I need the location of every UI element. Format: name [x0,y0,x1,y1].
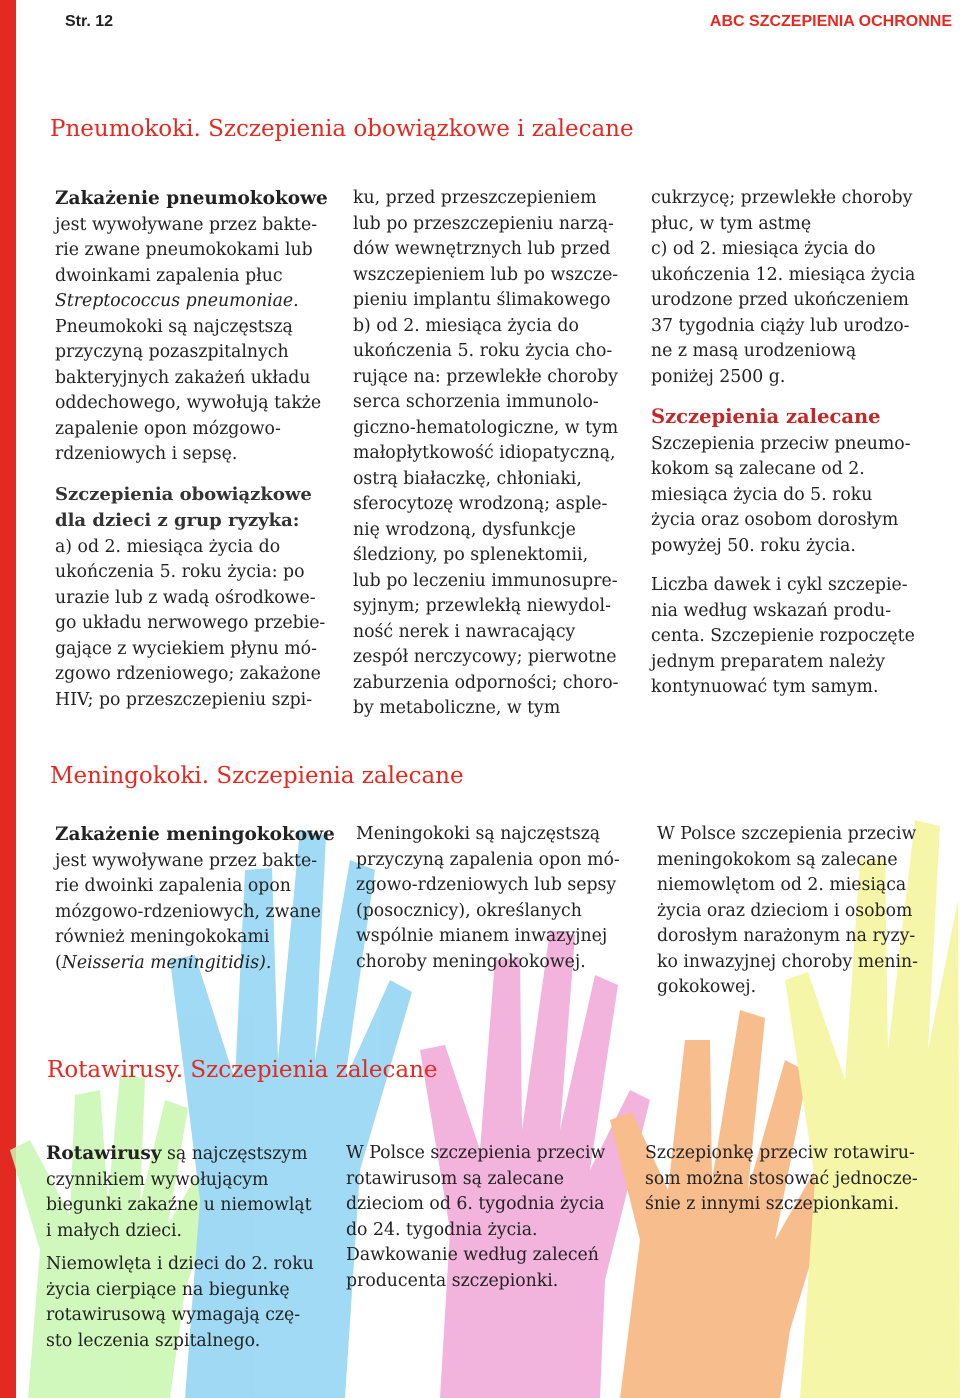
text-line: centa. Szczepienie rozpoczęte [651,626,915,646]
meningo-column-1 [55,822,350,976]
text-line: poniżej 2500 g. [651,366,786,387]
text-line: bakteryjnych zakażeń układu [55,367,311,388]
text-line: śnie z innymi szczepionkami. [645,1194,900,1214]
text-line: pieniu implantu ślimakowego [353,290,611,310]
text-line: giczno-hematologiczne, w tym [353,417,619,438]
text-line: rujące na: przewlekłe choroby [353,366,618,387]
text-line: by metaboliczne, w tym [353,698,561,718]
text-line: rotawirusom są zalecane [346,1168,564,1189]
text-line: som można stosować jednocze- [645,1168,918,1189]
text-line: meningokokom są zalecane [657,849,898,870]
text-line: małopłytkowość idiopatyczną, [353,443,616,463]
text-line: rie zwane pneumokokami lub [55,240,313,260]
text-line: HIV; po przeszczepieniu szpi- [55,689,313,710]
rota-lead-term: Rotawirusy [46,1143,162,1164]
rota-column-3 [645,1141,950,1218]
text-line: ukończenia 5. roku życia: po [55,562,305,582]
text-line: życia oraz osobom dorosłym [651,510,899,530]
text-line: Pneumokoki są najczęstszą [55,316,293,337]
text-line: Niemowlęta i dzieci do 2. roku [46,1254,314,1274]
text-line: gokokowej. [657,977,757,997]
text-line: Szczepienia przeciw pneumo- [651,433,911,454]
section-heading-pneumococci: Pneumokoki. Szczepienia obowiązkowe i zalecane [50,116,634,142]
text-line: wspólnie mianem inwazyjnej [356,926,608,946]
text-line: go układu nerwowego przebie- [55,613,326,633]
rota-column-1 [46,1141,341,1354]
text-line: Dawkowanie według zaleceń [346,1245,599,1265]
text-line: dorosłym narażonym na ryzy- [657,926,916,946]
text-line: ukończenia 5. roku życia cho- [353,341,613,361]
text-line: mózgowo-rdzeniowych, zwane [55,901,322,922]
text-line: dów wewnętrznych lub przed [353,239,611,259]
text-line: również meningokokami [55,927,270,947]
text-line: sto leczenia szpitalnego. [46,1330,261,1351]
text-line: zgowo rdzeniowego; zakażone [55,664,321,684]
text-line: czynnikiem wywołującym [46,1169,269,1190]
text-line: kontynuować tym samym. [651,677,879,697]
meningo-column-2 [356,822,651,975]
text-line-italic: Streptococcus pneumoniae. [55,291,299,311]
text-line: Liczba dawek i cykl szczepie- [651,575,908,595]
text-line: wszczepieniem lub po wszcze- [353,264,619,285]
pneumo-column-1 [55,186,345,713]
pneumo-lead-term: Zakażenie pneumokokowe [55,188,328,209]
text-line: oddechowego, wywołują także [55,393,322,413]
mandatory-subheading-2: dla dzieci z grup ryzyka: [55,510,300,531]
text-line: powyżej 50. roku życia. [651,535,856,556]
text-line: serca schorzenia immunolo- [353,392,599,412]
text-line: choroby meningokokowej. [356,951,586,972]
text-line: c) od 2. miesiąca życia do [651,239,876,259]
text-line: (posocznicy), określanych [356,900,582,921]
rota-column-2 [346,1141,641,1294]
text-line: cukrzycę; przewlekłe choroby [651,188,913,208]
section-heading-meningococci: Meningokoki. Szczepienia zalecane [50,763,464,789]
text-line: a) od 2. miesiąca życia do [55,536,281,557]
text-line: biegunki zakaźne u niemowląt [46,1195,312,1215]
text-line: 37 tygodnia ciąży lub urodzo- [651,315,910,336]
running-title: ABC SZCZEPIENIA OCHRONNE [709,13,952,30]
text-line: b) od 2. miesiąca życia do [353,315,579,336]
text-line: W Polsce szczepienia przeciw [346,1143,606,1163]
mandatory-subheading: Szczepienia obowiązkowe [55,483,312,505]
page-number: Str. 12 [65,13,114,30]
text-line: są najczęstszym [161,1144,308,1164]
text-line: życia oraz dzieciom i osobom [657,900,913,921]
meningo-lead-term: Zakażenie meningokokowe [55,824,335,845]
text-line: nia według wskazań produ- [651,600,892,621]
text-line: dwoinkami zapalenia płuc [55,265,283,286]
text-line: dzieciom od 6. tygodnia życia [346,1194,605,1214]
text-line: nię wrodzoną, dysfunkcje [353,519,576,540]
text-line: producenta szczepionki. [346,1270,559,1291]
text-line: zapalenie opon mózgowo- [55,418,281,439]
pneumo-column-2 [353,186,643,722]
text-line: Meningokoki są najczęstszą [356,824,601,844]
text-line: zgowo-rdzeniowych lub sepsy [356,875,617,895]
text-line: kokom są zalecane od 2. [651,459,865,479]
text-line: lub po leczeniu immunosupre- [353,570,618,591]
text-line: ne z masą urodzeniową [651,341,857,361]
text-line: przyczyną zapalenia opon mó- [356,849,620,870]
text-line: rie dwoinki zapalenia opon [55,876,291,896]
text-line: jest wywoływane przez bakte- [55,214,318,235]
text-line: śledziony, po splenektomii, [353,545,589,565]
text-line: ku, przed przeszczepieniem [353,188,597,208]
text-line: lub po przeszczepieniu narzą- [353,213,614,234]
text-line: rdzeniowych i sepsę. [55,444,238,464]
text-line-italic: Neisseria meningitidis). [61,952,272,973]
text-line: sferocytozę wrodzoną; asple- [353,494,608,514]
text-line: ność nerek i nawracający [353,621,576,642]
text-line: do 24. tygodnia życia. [346,1219,538,1240]
text-line: rotawirusową wymagają czę- [46,1305,301,1325]
text-line: jest wywoływane przez bakte- [55,850,318,871]
section-heading-rotaviruses: Rotawirusy. Szczepienia zalecane [47,1057,438,1083]
text-line: przyczyną pozaszpitalnych [55,342,289,362]
text-line: niemowlętom od 2. miesiąca [657,875,907,895]
text-line: Szczepionkę przeciw rotawiru- [645,1143,915,1163]
text-line: ostrą białaczkę, chłoniaki, [353,468,582,489]
text-line: urazie lub z wadą ośrodkowe- [55,587,316,608]
text-line: gające z wyciekiem płynu mó- [55,638,317,659]
text-line: płuc, w tym astmę [651,213,812,234]
text-line: i małych dzieci. [46,1220,182,1241]
text-line: ko inwazyjnej choroby menin- [657,951,918,972]
meningo-column-3 [657,822,952,1001]
text-line: ukończenia 12. miesiąca życia [651,264,916,285]
text-line: zaburzenia odporności; choro- [353,672,619,693]
text-line: jednym preparatem należy [651,651,886,672]
pneumo-column-3 [651,186,951,701]
text-line: urodzone przed ukończeniem [651,290,909,310]
text-line: zespół nerczycowy; pierwotne [353,647,617,667]
text-line: W Polsce szczepienia przeciw [657,824,917,844]
recommended-subheading: Szczepienia zalecane [651,405,881,428]
text-line: życia cierpiące na biegunkę [46,1279,290,1300]
text-line: syjnym; przewlekłą niewydol- [353,596,611,616]
paren-open: ( [55,952,62,973]
text-line: miesiąca życia do 5. roku [651,484,873,505]
